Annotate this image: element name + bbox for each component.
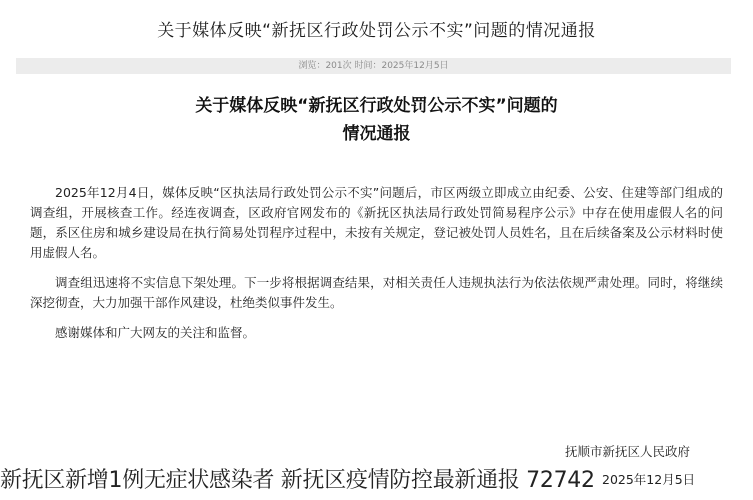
signature-date: 2025年12月5日 — [602, 472, 696, 487]
article-paragraph: 调查组迅速将不实信息下架处理。下一步将根据调查结果，对相关责任人违规执法行为依法依规严肃处理。同时，将继续深挖彻查，大力加强干部作风建设，杜绝类似事件发生。 — [30, 275, 723, 310]
article-meta-text: 浏览：201次 时间：2025年12月5日 — [298, 61, 449, 71]
article-paragraph: 感谢媒体和广大网友的关注和监督。 — [55, 325, 256, 340]
article-title — [0, 92, 753, 148]
article-title-line-2: 情况通报 — [342, 124, 411, 144]
signature-organization: 抚顺市新抚区人民政府 — [565, 444, 691, 459]
article-title-line-1: 关于媒体反映“新抚区行政处罚公示不实”问题的 — [195, 96, 558, 116]
article-body — [30, 183, 723, 353]
overlay-caption: 新抚区新增1例无症状感染者 新抚区疫情防控最新通报 72742 — [0, 468, 595, 493]
article-paragraph: 2025年12月4日，媒体反映“区执法局行政处罚公示不实”问题后，市区两级立即成立由纪委、公安、住建等部门组成的调查组，开展核查工作。经连夜调查，区政府官网发布的《新抚区执法局行政处罚简易程序公示》中存在使用虚假人名的问题，系区住房和城乡建设局在执行简易处罚程序过程中，未按有关规定，登记被处罚人员姓名，且在后续备案及公示材料时使用虚假人名。 — [30, 185, 723, 260]
page-header-title: 关于媒体反映“新抚区行政处罚公示不实”问题的情况通报 — [157, 21, 596, 41]
article-meta-bar — [16, 58, 731, 74]
